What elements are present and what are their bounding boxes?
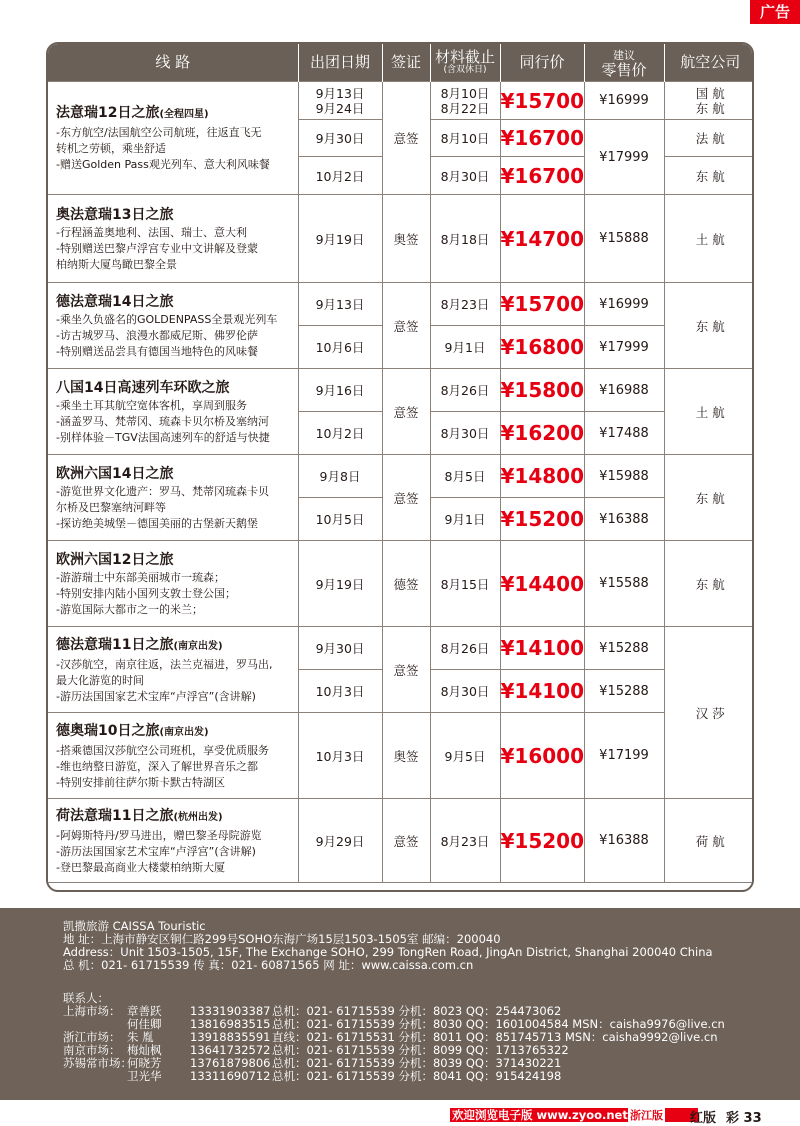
retail-price-cell: ¥16388	[584, 799, 664, 883]
route-title-note: (南京出发)	[173, 640, 223, 652]
route-desc-line: -乘坐久负盛名的GOLDENPASS全景观光列车	[56, 312, 278, 326]
date-cell: 10月3日	[298, 713, 382, 799]
deadline-cell: 8月30日	[430, 670, 500, 713]
date-cell: 9月30日	[298, 627, 382, 670]
route-desc-line: -赠送Golden Pass观光列车、意大利风味餐	[56, 158, 270, 171]
retail-price-cell: ¥17999	[584, 120, 664, 195]
route-desc-line: -东方航空/法国航空公司航班，往返直飞无	[56, 126, 262, 139]
visa-cell: 意签	[382, 82, 430, 195]
route-desc-line: -阿姆斯特丹/罗马进出，赠巴黎圣母院游览	[56, 828, 262, 842]
peer-price-cell: ¥16200	[500, 412, 584, 455]
contact-name: 何佳卿	[127, 1017, 162, 1031]
deadline-value: 8月22日	[440, 100, 490, 116]
date-cell: 10月5日	[298, 498, 382, 541]
retail-price-cell: ¥17488	[584, 412, 664, 455]
route-desc-line: 尔桥及巴黎塞纳河畔等	[56, 500, 166, 514]
contacts-list	[63, 992, 725, 1083]
header-retail-bottom: 零售价	[601, 60, 647, 79]
route-desc-line: -游览世界文化遗产：罗马、梵蒂冈琉森卡贝	[56, 484, 269, 498]
retail-price-cell: ¥15288	[584, 627, 664, 670]
airline-value: 东 航	[695, 100, 725, 116]
route-desc-line: 柏纳斯大厦鸟瞰巴黎全景	[56, 257, 177, 271]
route-desc-line: 转机之劳顿，乘坐舒适	[56, 142, 166, 155]
route-desc-line: -搭乘德国汉莎航空公司班机，享受优质服务	[56, 743, 269, 757]
peer-price-cell: ¥16700	[500, 157, 584, 195]
route-desc-line: -游游瑞士中东部美丽城市一琉森；	[56, 570, 225, 584]
date-cell: 9月13日	[298, 283, 382, 326]
contact-mobile: 13331903387	[190, 1004, 271, 1018]
route-cell	[48, 369, 298, 455]
peer-price-cell: ¥16000	[500, 713, 584, 799]
table-row	[48, 713, 754, 799]
retail-price-cell: ¥17199	[584, 713, 664, 799]
route-desc-line: -游览国际大都市之一的米兰；	[56, 602, 203, 616]
address-en: Address：Unit 1503-1505, 15F, The Exchange SOHO, 299 TongRen Road, JingAn District, Shanghai 200040 China	[63, 945, 713, 959]
route-cell	[48, 799, 298, 883]
route-title-note: (杭州出发)	[173, 811, 223, 823]
contact-name: 梅灿枫	[127, 1043, 162, 1057]
contact-details: 总机：021- 61715539 分机：8039 QQ：371430221	[272, 1056, 562, 1070]
route-title-note: (南京出发)	[159, 726, 209, 738]
table-row	[48, 283, 754, 326]
route-desc-line: -维也纳整日游览，深入了解世界音乐之都	[56, 759, 258, 773]
date-cell: 10月3日	[298, 670, 382, 713]
contact-details: 总机：021- 61715539 分机：8023 QQ：254473062	[272, 1004, 562, 1018]
header-retail-price	[584, 44, 664, 82]
airline-cell: 法 航	[664, 120, 754, 157]
peer-price-cell: ¥15800	[500, 369, 584, 412]
date-cell: 10月2日	[298, 412, 382, 455]
company-info	[63, 920, 713, 972]
header-deadline	[430, 44, 500, 82]
peer-price-cell: ¥14100	[500, 627, 584, 670]
deadline-cell: 9月5日	[430, 713, 500, 799]
retail-price-cell: ¥15888	[584, 195, 664, 283]
contact-footer	[0, 908, 800, 1100]
deadline-cell: 8月26日	[430, 627, 500, 670]
peer-price-cell: ¥15700	[500, 82, 584, 120]
route-cell	[48, 283, 298, 369]
airline-cell: 汉 莎	[664, 627, 754, 799]
route-desc-line: -特别赠送巴黎卢浮宫专业中文讲解及登蒙	[56, 241, 258, 255]
table-row	[48, 369, 754, 412]
retail-price-cell: ¥17999	[584, 326, 664, 369]
deadline-cell: 8月30日	[430, 412, 500, 455]
peer-price-cell: ¥14100	[500, 670, 584, 713]
airline-cell: 东 航	[664, 455, 754, 541]
province-badge: 浙江版	[630, 1109, 663, 1122]
deadline-cell: 8月10日	[430, 120, 500, 157]
edition-label: 红版	[690, 1111, 717, 1126]
route-desc-line: -汉莎航空，南京往返，法兰克福进，罗马出,	[56, 657, 273, 671]
peer-price-cell: ¥15700	[500, 283, 584, 326]
peer-price-cell: ¥16700	[500, 120, 584, 157]
contact-details: 总机：021- 61715539 分机：8041 QQ：915424198	[272, 1069, 562, 1083]
contact-name: 朱 胤	[127, 1030, 154, 1044]
deadline-cell: 8月23日	[430, 799, 500, 883]
ad-tag: 广告	[750, 0, 800, 24]
contact-details: 直线：021- 61715531 分机：8011 QQ：851745713 MSN：caisha9992@live.cn	[272, 1030, 718, 1044]
contact-name: 卫光华	[127, 1069, 162, 1083]
page-number: 彩 33	[726, 1111, 762, 1126]
visa-cell: 意签	[382, 627, 430, 713]
header-date: 出团日期	[298, 44, 382, 82]
tour-price-table	[46, 42, 754, 892]
peer-price-cell: ¥15200	[500, 498, 584, 541]
contact-market: 上海市场：	[63, 1004, 121, 1018]
route-desc-line: -乘坐土耳其航空宽体客机，享周到服务	[56, 398, 247, 412]
deadline-cell: 8月15日	[430, 541, 500, 627]
retail-price-cell: ¥16999	[584, 82, 664, 120]
airline-cell: 荷 航	[664, 799, 754, 883]
contact-market: 浙江市场：	[63, 1030, 121, 1044]
peer-price-cell: ¥14700	[500, 195, 584, 283]
retail-price-cell: ¥15588	[584, 541, 664, 627]
phone-fax-web: 总 机：021- 61715539 传 真：021- 60871565 网 址：www.caissa.com.cn	[63, 958, 474, 972]
contact-market: 南京市场：	[63, 1043, 121, 1057]
table-row	[48, 82, 754, 120]
visa-cell: 德签	[382, 541, 430, 627]
route-title: 德法意瑞14日之旅	[56, 293, 174, 310]
airline-value: 国 航	[695, 85, 725, 101]
welcome-link[interactable]: 欢迎浏览电子版 www.zyoo.net	[452, 1108, 628, 1122]
date-value: 9月24日	[315, 100, 365, 116]
deadline-cell: 8月26日	[430, 369, 500, 412]
list-item	[63, 1070, 725, 1083]
date-cell: 9月19日	[298, 195, 382, 283]
contact-mobile: 13311690712	[190, 1069, 271, 1083]
visa-cell: 意签	[382, 369, 430, 455]
airline-cell: 土 航	[664, 369, 754, 455]
route-title: 德法意瑞11日之旅	[56, 636, 174, 653]
header-deadline-note: (含双休日)	[443, 65, 487, 75]
date-cell: 10月2日	[298, 157, 382, 195]
date-value: 9月13日	[315, 85, 365, 101]
peer-price-cell: ¥15200	[500, 799, 584, 883]
header-peer-price: 同行价	[500, 44, 584, 82]
visa-cell: 意签	[382, 455, 430, 541]
route-title: 荷法意瑞11日之旅	[56, 807, 174, 824]
route-title: 法意瑞12日之旅	[56, 105, 160, 121]
peer-price-cell: ¥14800	[500, 455, 584, 498]
contact-mobile: 13918835591	[190, 1030, 271, 1044]
retail-price-cell: ¥16988	[584, 369, 664, 412]
route-title: 欧洲六国14日之旅	[56, 465, 174, 482]
header-route: 线 路	[48, 44, 298, 82]
date-cell: 9月16日	[298, 369, 382, 412]
date-cell: 9月30日	[298, 120, 382, 157]
contact-market: 苏锡常市场：	[63, 1056, 132, 1070]
deadline-value: 8月10日	[440, 85, 490, 101]
retail-price-cell: ¥16999	[584, 283, 664, 326]
table-row	[48, 541, 754, 627]
route-desc-line: -特别安排内陆小国列支敦士登公国；	[56, 586, 236, 600]
airline-cell: 东 航	[664, 283, 754, 369]
table-row	[48, 627, 754, 670]
date-cell: 9月19日	[298, 541, 382, 627]
route-desc-line: -涵盖罗马、梵蒂冈、琉森卡贝尔桥及塞纳河	[56, 414, 269, 428]
route-cell	[48, 627, 298, 713]
route-cell	[48, 82, 298, 195]
header-retail-top: 建议	[613, 48, 635, 62]
contact-market	[63, 1070, 127, 1083]
deadline-cell	[430, 82, 500, 120]
company-name: 凯撒旅游 CAISSA Touristic	[63, 919, 206, 933]
date-cell	[298, 82, 382, 120]
contact-name: 章善跃	[127, 1004, 162, 1018]
route-desc-line: -别样体验－TGV法国高速列车的舒适与快捷	[56, 430, 270, 444]
visa-cell: 意签	[382, 283, 430, 369]
route-title: 欧洲六国12日之旅	[56, 551, 174, 568]
airline-cell: 东 航	[664, 157, 754, 195]
visa-cell: 奥签	[382, 713, 430, 799]
header-visa: 签证	[382, 44, 430, 82]
contact-mobile: 13641732572	[190, 1043, 271, 1057]
route-desc-line: -探访绝美城堡－德国美丽的古堡新天鹅堡	[56, 516, 258, 530]
deadline-cell: 8月23日	[430, 283, 500, 326]
table-row	[48, 195, 754, 283]
address-cn: 地 址：上海市静安区铜仁路299号SOHO东海广场15层1503-1505室 邮编：200040	[63, 932, 501, 946]
route-desc-line: -游历法国国家艺术宝库“卢浮宫”(含讲解)	[56, 844, 256, 858]
airline-cell	[664, 82, 754, 120]
route-cell	[48, 541, 298, 627]
airline-cell: 土 航	[664, 195, 754, 283]
deadline-cell: 8月18日	[430, 195, 500, 283]
route-desc-line: -游历法国国家艺术宝库“卢浮宫”(含讲解)	[56, 689, 256, 703]
date-cell: 10月6日	[298, 326, 382, 369]
route-title: 奥法意瑞13日之旅	[56, 206, 174, 223]
table-row	[48, 455, 754, 498]
header-deadline-label: 材料截止	[434, 48, 495, 66]
contact-details: 总机：021- 61715539 分机：8099 QQ：1713765322	[272, 1043, 569, 1057]
table-header-row	[48, 44, 754, 82]
peer-price-cell: ¥14400	[500, 541, 584, 627]
route-title: 八国14日高速列车环欧之旅	[56, 379, 230, 396]
route-cell	[48, 195, 298, 283]
date-cell: 9月8日	[298, 455, 382, 498]
visa-cell: 意签	[382, 799, 430, 883]
deadline-cell: 8月30日	[430, 157, 500, 195]
route-cell	[48, 455, 298, 541]
retail-price-cell: ¥16388	[584, 498, 664, 541]
table-row	[48, 799, 754, 883]
route-desc-line: 最大化游览的时间	[56, 673, 144, 687]
route-desc-line: -登巴黎最高商业大楼蒙柏纳斯大厦	[56, 860, 225, 874]
route-desc-line: -访古城罗马、浪漫水都威尼斯、佛罗伦萨	[56, 328, 258, 342]
contact-name: 何晓芳	[127, 1056, 162, 1070]
route-desc-line: -特别赠送品尝具有德国当地特色的风味餐	[56, 344, 258, 358]
visa-cell: 奥签	[382, 195, 430, 283]
contact-mobile: 13761879806	[190, 1056, 271, 1070]
route-desc-line: -特别安排前往萨尔斯卡默古特湖区	[56, 775, 225, 789]
route-title-note: (全程四星)	[159, 109, 209, 120]
deadline-cell: 9月1日	[430, 326, 500, 369]
route-desc-line: -行程涵盖奥地利、法国、瑞士、意大利	[56, 225, 247, 239]
airline-cell: 东 航	[664, 541, 754, 627]
deadline-cell: 8月5日	[430, 455, 500, 498]
route-title: 德奥瑞10日之旅	[56, 722, 160, 739]
deadline-cell: 9月1日	[430, 498, 500, 541]
retail-price-cell: ¥15288	[584, 670, 664, 713]
header-airline: 航空公司	[664, 44, 754, 82]
contacts-label: 联系人：	[63, 991, 109, 1005]
date-cell: 9月29日	[298, 799, 382, 883]
contact-mobile: 13816983515	[190, 1017, 271, 1031]
contact-details: 总机：021- 61715539 分机：8030 QQ：1601004584 MSN：caisha9976@live.cn	[272, 1017, 725, 1031]
peer-price-cell: ¥16800	[500, 326, 584, 369]
retail-price-cell: ¥15988	[584, 455, 664, 498]
route-cell	[48, 713, 298, 799]
